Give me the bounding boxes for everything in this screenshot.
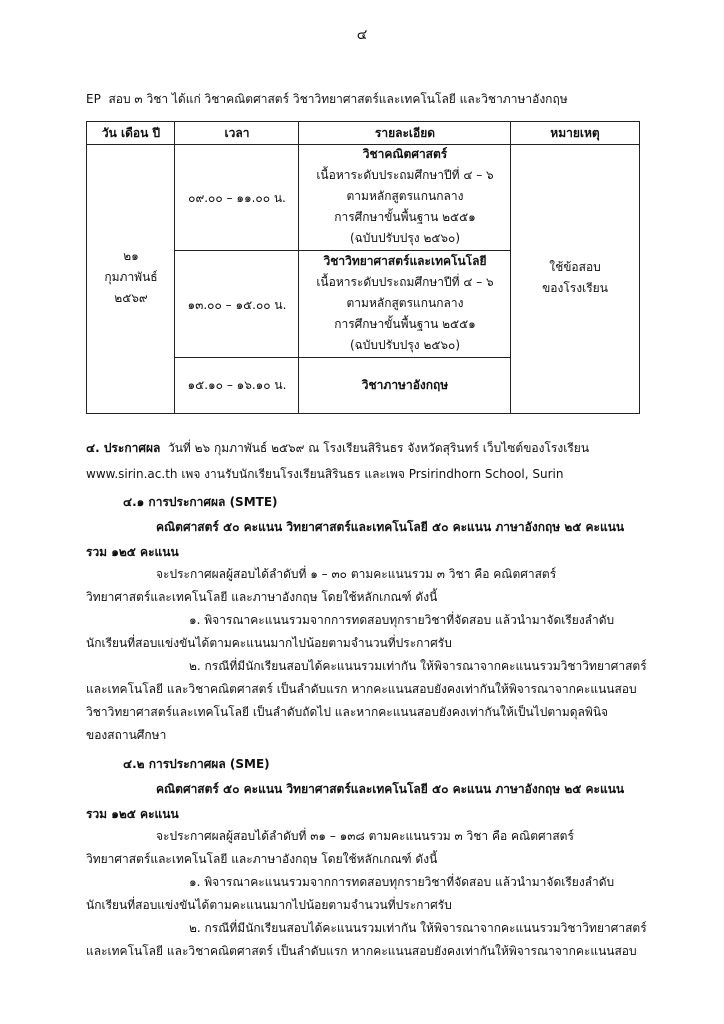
s42-score-line: คณิตศาสตร์ ๕๐ คะแนน วิทยาศาสตร์และเทคโนโลยี ๕๐ คะแนน ภาษาอังกฤษ ๒๕ คะแนน <box>156 782 625 796</box>
s41-score-line: คณิตศาสตร์ ๕๐ คะแนน วิทยาศาสตร์และเทคโนโลยี ๕๐ คะแนน ภาษาอังกฤษ ๒๕ คะแนน <box>156 520 625 534</box>
ep-line <box>86 91 568 107</box>
s42-criterion1: นักเรียนที่สอบแข่งขันได้ตามคะแนนมากไปน้อยตามจำนวนที่ประกาศรับ <box>86 898 452 912</box>
s41-criterion2: และเทคโนโลยี และวิชาคณิตศาสตร์ เป็นลำดับแรก หากคะแนนสอบยังคงเท่ากันให้พิจารณาจากคะแนนสอบ <box>86 682 637 696</box>
header-remark: หมายเหตุ <box>550 126 600 140</box>
subject-title: วิชาคณิตศาสตร์ <box>362 147 448 161</box>
row-divider <box>175 357 511 358</box>
detail-line: (ฉบับปรับปรุง ๒๕๖๐) <box>349 338 461 352</box>
date-year: ๒๕๖๙ <box>114 291 148 305</box>
section4-line2: www.sirin.ac.th เพจ งานรับนักเรียนโรงเรียนสิรินธร และเพจ Prsirindhorn School, Surin <box>86 467 564 481</box>
detail-line: ตามหลักสูตรแกนกลาง <box>346 296 464 310</box>
date-month: กุมภาพันธ์ <box>104 270 158 284</box>
subject-title: วิชาภาษาอังกฤษ <box>361 378 449 392</box>
details-cell <box>299 251 511 356</box>
header-date: วัน เดือน ปี <box>101 126 161 140</box>
s41-criterion2: ๒. กรณีที่มีนักเรียนสอบได้คะแนนรวมเท่ากัน ให้พิจารณาจากคะแนนรวมวิชาวิทยาศาสตร์ <box>189 659 647 673</box>
s41-intro: จะประกาศผลผู้สอบได้ลำดับที่ ๑ – ๓๐ ตามคะแนนรวม ๓ วิชา คือ คณิตศาสตร์ <box>156 567 557 581</box>
detail-line: (ฉบับปรับปรุง ๒๕๖๐) <box>349 231 461 245</box>
header-time: เวลา <box>224 126 250 140</box>
s42-criterion1: ๑. พิจารณาคะแนนรวมจากการทดสอบทุกรายวิชาที่จัดสอบ แล้วนำมาจัดเรียงลำดับ <box>189 875 615 889</box>
s41-criterion2: วิชาวิทยาศาสตร์และเทคโนโลยี เป็นลำดับถัดไป และหากคะแนนสอบยังคงเท่ากันให้เป็นไปตามดุลพินิจ <box>86 705 609 719</box>
ep-label: EP <box>86 92 101 106</box>
time-cell: ๑๓.๐๐ – ๑๕.๐๐ น. <box>187 298 287 312</box>
header-details: รายละเอียด <box>374 126 436 140</box>
time-cell: ๐๙.๐๐ – ๑๑.๐๐ น. <box>188 191 286 205</box>
section4-line1 <box>86 440 589 456</box>
section4-heading: ๔. ประกาศผล <box>86 441 161 455</box>
s41-criterion2: ของสถานศึกษา <box>86 728 167 742</box>
table-header-row <box>87 122 639 145</box>
subject-title: วิชาวิทยาศาสตร์และเทคโนโลยี <box>323 254 487 268</box>
s42-intro: วิทยาศาสตร์และเทคโนโลยี และภาษาอังกฤษ โดยใช้หลักเกณฑ์ ดังนี้ <box>86 852 438 866</box>
s41-criterion1: ๑. พิจารณาคะแนนรวมจากการทดสอบทุกรายวิชาที่จัดสอบ แล้วนำมาจัดเรียงลำดับ <box>189 613 615 627</box>
s42-criterion2: ๒. กรณีที่มีนักเรียนสอบได้คะแนนรวมเท่ากัน ให้พิจารณาจากคะแนนรวมวิชาวิทยาศาสตร์ <box>189 921 647 935</box>
s42-score-total: รวม ๑๒๕ คะแนน <box>86 807 179 821</box>
s41-criterion1: นักเรียนที่สอบแข่งขันได้ตามคะแนนมากไปน้อยตามจำนวนที่ประกาศรับ <box>86 636 452 650</box>
remark-cell <box>511 257 639 299</box>
ep-text: สอบ ๓ วิชา ได้แก่ วิชาคณิตศาสตร์ วิชาวิทยาศาสตร์และเทคโนโลยี และวิชาภาษาอังกฤษ <box>108 92 568 106</box>
remark-line: ใช้ข้อสอบ <box>549 260 601 274</box>
s42-intro: จะประกาศผลผู้สอบได้ลำดับที่ ๓๑ – ๑๓๘ ตามคะแนนรวม ๓ วิชา คือ คณิตศาสตร์ <box>156 829 574 843</box>
detail-line: เนื้อหาระดับประถมศึกษาปีที่ ๔ – ๖ <box>316 275 494 289</box>
exam-schedule-table <box>86 121 640 414</box>
section4-text: วันที่ ๒๖ กุมภาพันธ์ ๒๕๖๙ ณ โรงเรียนสิรินธร จังหวัดสุรินทร์ เว็บไซต์ของโรงเรียน <box>167 441 590 455</box>
time-cell: ๑๕.๑๐ – ๑๖.๑๐ น. <box>187 378 287 392</box>
s41-score-total: รวม ๑๒๕ คะแนน <box>86 545 179 559</box>
s42-criterion2: และเทคโนโลยี และวิชาคณิตศาสตร์ เป็นลำดับแรก หากคะแนนสอบยังคงเท่ากันให้พิจารณาจากคะแนนสอบ <box>86 944 637 958</box>
date-cell <box>87 246 175 309</box>
details-cell <box>299 144 511 249</box>
detail-line: ตามหลักสูตรแกนกลาง <box>346 189 464 203</box>
detail-line: การศึกษาขั้นพื้นฐาน ๒๕๕๑ <box>334 317 476 331</box>
page-number: ๔ <box>356 27 368 43</box>
s41-intro: วิทยาศาสตร์และเทคโนโลยี และภาษาอังกฤษ โดยใช้หลักเกณฑ์ ดังนี้ <box>86 590 438 604</box>
s41-heading: ๔.๑ การประกาศผล (SMTE) <box>123 495 278 509</box>
detail-line: เนื้อหาระดับประถมศึกษาปีที่ ๔ – ๖ <box>316 168 494 182</box>
s42-heading: ๔.๒ การประกาศผล (SME) <box>123 757 270 771</box>
remark-line: ของโรงเรียน <box>542 281 608 295</box>
date-day: ๒๑ <box>123 249 139 263</box>
detail-line: การศึกษาขั้นพื้นฐาน ๒๕๕๑ <box>334 210 476 224</box>
